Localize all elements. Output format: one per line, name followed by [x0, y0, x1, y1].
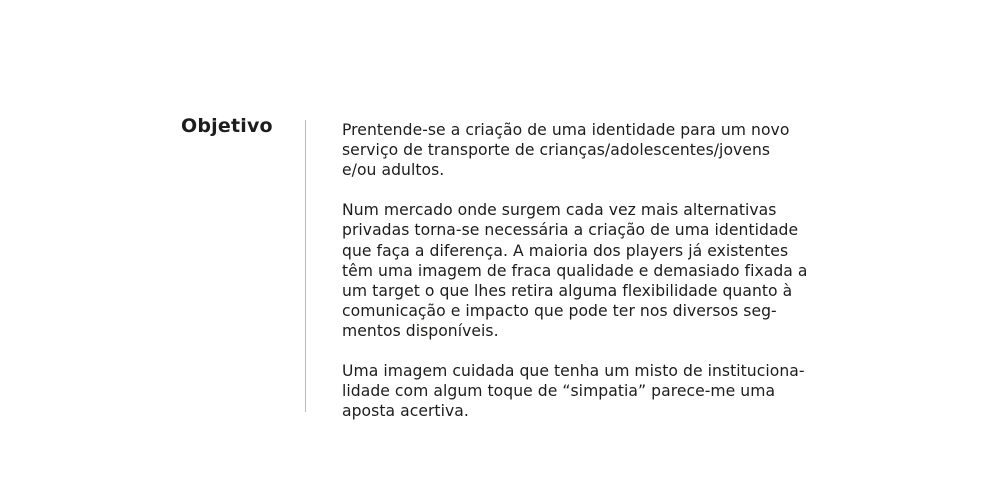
vertical-divider — [305, 120, 306, 412]
paragraph-2 — [342, 200, 842, 341]
text-line: Uma imagem cuidada que tenha um misto de instituciona- — [342, 362, 805, 381]
text-line: comunicação e impacto que pode ter nos diversos seg- — [342, 301, 777, 320]
text-line: privadas torna-se necessária a criação de uma identidade — [342, 221, 799, 240]
text-line: Prentende-se a criação de uma identidade para um novo — [342, 121, 790, 139]
text-line: Num mercado onde surgem cada vez mais alternativas — [342, 201, 777, 220]
text-line: serviço de transporte de crianças/adolescentes/jovens — [342, 141, 771, 160]
paragraph-3 — [342, 361, 842, 421]
text-line: lidade com algum toque de “simpatia” parece-me uma — [342, 382, 776, 401]
paragraph-1 — [342, 120, 842, 180]
text-line: mentos disponíveis. — [342, 321, 499, 340]
body-text — [342, 120, 842, 421]
text-line: têm uma imagem de fraca qualidade e demasiado fixada a — [342, 261, 808, 280]
section-heading: Objetivo — [181, 115, 273, 137]
text-line: que faça a diferença. A maioria dos players já existentes — [342, 241, 789, 260]
text-line: aposta acertiva. — [342, 402, 469, 421]
text-line: e/ou adultos. — [342, 161, 445, 180]
text-line: um target o que lhes retira alguma flexibilidade quanto à — [342, 281, 793, 300]
